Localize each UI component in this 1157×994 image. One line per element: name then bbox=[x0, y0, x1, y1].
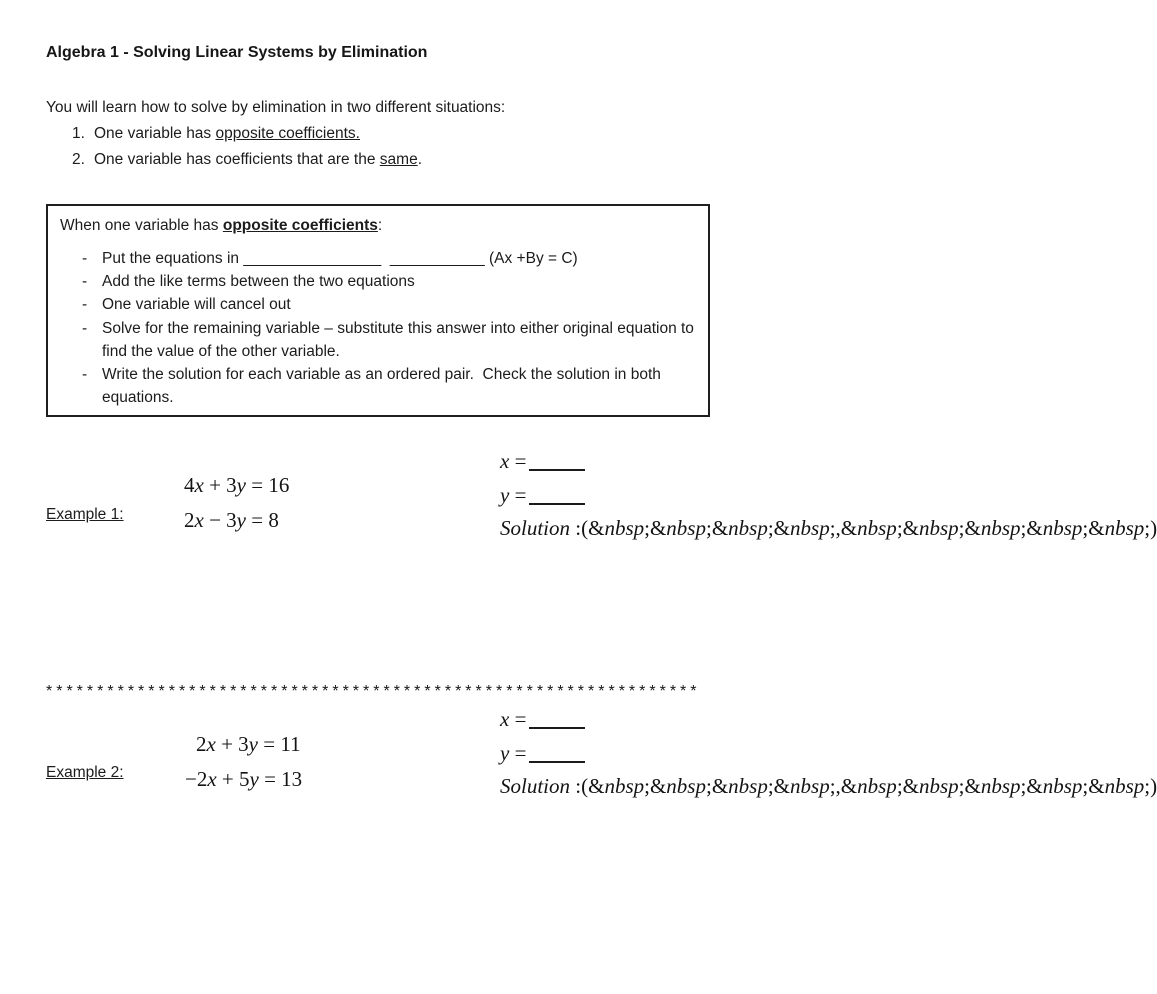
example-2-answers bbox=[500, 706, 1157, 808]
solution-label: Solution :(&nbsp;&nbsp;&nbsp;&nbsp;,&nbsp;&nbsp;&nbsp;&nbsp;&nbsp;) bbox=[500, 516, 1157, 540]
page-title: Algebra 1 - Solving Linear Systems by Elimination bbox=[46, 44, 428, 61]
bullet-item-3 bbox=[60, 293, 696, 316]
answer-blank bbox=[529, 709, 585, 729]
bullet-item-4 bbox=[60, 317, 696, 363]
answer-y-row bbox=[500, 482, 1157, 516]
list-item-2 bbox=[72, 151, 422, 177]
answer-y-row bbox=[500, 740, 1157, 774]
box-heading: When one variable has opposite coefficients: bbox=[60, 217, 383, 234]
answer-blank bbox=[529, 485, 585, 505]
list-number: 1. bbox=[72, 125, 85, 142]
bullet-text: Put the equations in ________________ ___________ (Ax +By = C) bbox=[102, 250, 578, 267]
intro-text: You will learn how to solve by elimination in two different situations: bbox=[46, 99, 506, 116]
equation: −2x + 5y = 13 bbox=[185, 767, 303, 791]
answer-x-row bbox=[500, 706, 1157, 740]
y-equals-label: y = bbox=[500, 741, 527, 765]
bullet-text: Add the like terms between the two equations bbox=[102, 273, 415, 291]
situations-list bbox=[72, 125, 422, 177]
list-item-1 bbox=[72, 125, 422, 151]
underlined-phrase: same bbox=[379, 151, 418, 168]
dash-marker: - bbox=[82, 296, 88, 314]
bullet-item-1 bbox=[60, 247, 696, 270]
solution-label: Solution :(&nbsp;&nbsp;&nbsp;&nbsp;,&nbsp;&nbsp;&nbsp;&nbsp;&nbsp;) bbox=[500, 774, 1157, 798]
list-text: One variable has coefficients that are the same. bbox=[94, 151, 422, 168]
example-1-label: Example 1: bbox=[46, 506, 124, 523]
solution-row bbox=[500, 516, 1157, 550]
answer-blank bbox=[529, 451, 585, 471]
list-number: 2. bbox=[72, 151, 85, 168]
instructions-box bbox=[46, 204, 710, 417]
asterisk-divider: **************************************************************** bbox=[46, 683, 701, 700]
example-1-answers bbox=[500, 448, 1157, 550]
bullet-text: Write the solution for each variable as an ordered pair. Check the solution in both equations. bbox=[102, 366, 661, 407]
dash-marker: - bbox=[82, 250, 88, 267]
equation: 4x + 3y = 16 bbox=[184, 473, 290, 497]
dash-marker: - bbox=[82, 319, 88, 337]
bullet-text: One variable will cancel out bbox=[102, 296, 291, 314]
example-2-equations bbox=[185, 727, 302, 797]
dash-marker: - bbox=[82, 273, 88, 291]
answer-x-row bbox=[500, 448, 1157, 482]
box-heading-emphasis: opposite coefficients bbox=[222, 217, 378, 234]
underlined-phrase: opposite coefficients. bbox=[215, 125, 360, 142]
example-2-label: Example 2: bbox=[46, 764, 124, 781]
solution-row bbox=[500, 774, 1157, 808]
x-equals-label: x = bbox=[500, 449, 527, 473]
bullet-text: Solve for the remaining variable – substitute this answer into either original equation to find the value of the other variable. bbox=[102, 319, 694, 360]
equation: 2x + 3y = 11 bbox=[196, 732, 301, 756]
answer-blank bbox=[529, 743, 585, 763]
dash-marker: - bbox=[82, 366, 88, 384]
example-1-equations bbox=[184, 468, 289, 538]
list-text: One variable has opposite coefficients. bbox=[94, 125, 360, 142]
x-equals-label: x = bbox=[500, 707, 527, 731]
y-equals-label: y = bbox=[500, 483, 527, 507]
bullet-item-2 bbox=[60, 270, 696, 293]
bullet-item-5 bbox=[60, 363, 696, 409]
equation: 2x − 3y = 8 bbox=[184, 508, 279, 532]
